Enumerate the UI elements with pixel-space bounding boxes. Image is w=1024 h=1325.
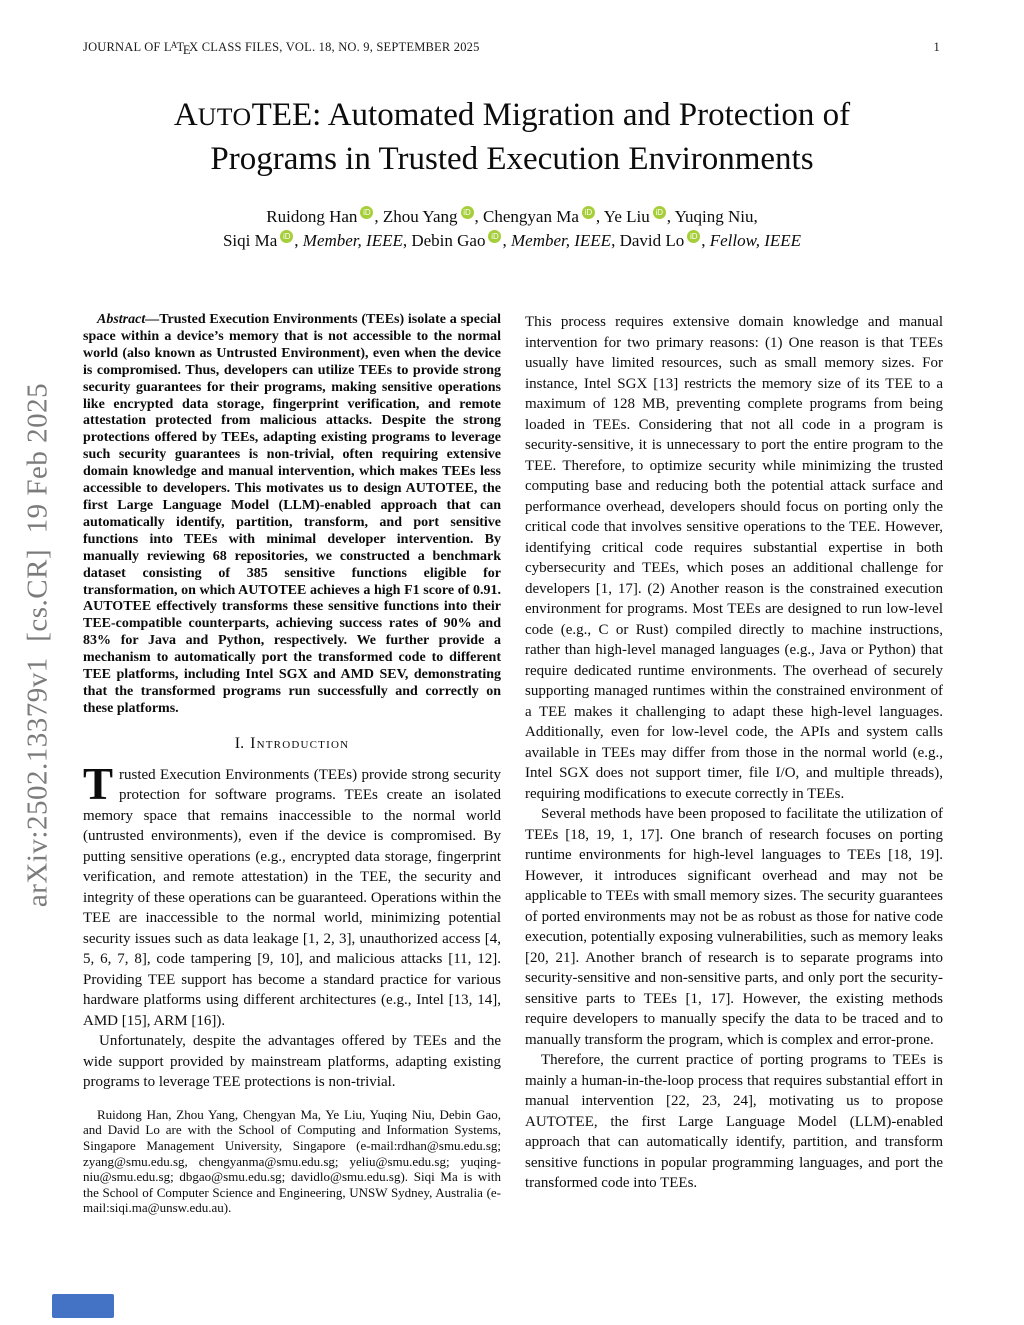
author-line-1 [60, 205, 964, 229]
author-role: Fellow, IEEE [709, 231, 802, 250]
drop-cap: T [83, 758, 114, 809]
paper-title-line-1: AUTOTEE: Automated Migration and Protection of [173, 97, 851, 133]
paper-title-line-2: Programs in Trusted Execution Environments [210, 141, 814, 177]
running-header [83, 40, 940, 58]
orcid-icon[interactable]: iD [461, 206, 474, 219]
intro-paragraph-4: Several methods have been proposed to facilitate the utilization of TEEs [18, 19, 1, 17]. One branch of research focuses on porting runtime environments for high-level languages to TEEs [18, 19]. However, it introduces significant overhead and may not be applicable to TEEs with small memory sizes. The security guarantees of ported environments may not be as robust as those for native code execution, potentially exposing vulnerabilities, such as memory leaks [20, 21]. Another branch of research is to separate programs into security-sensitive and non-sensitive parts, and only port the security-sensitive parts to TEEs [1, 17]. However, the existing methods require developers to manually specify the data to be traced and to manually transform the program, which is complex and error-prone. [525, 806, 943, 1048]
author-name: Siqi Ma [222, 231, 278, 250]
link-annotation-box [52, 1294, 114, 1318]
abstract-label: Abstract— [97, 312, 160, 327]
orcid-icon[interactable]: iD [653, 206, 666, 219]
author-affiliation-footnote: Ruidong Han, Zhou Yang, Chengyan Ma, Ye Liu, Yuqing Niu, Debin Gao, and David Lo are with the School of Computing and Information Systems, Singapore Management University, Singapore (e-mail:rdhan@smu.edu.sg; zyang@smu.edu.sg, chengyanma@smu.edu.sg; yeliu@smu.edu.sg; yuqing-niu@smu.edu.sg; dbgao@smu.edu.sg; davidlo@smu.edu.sg). Siqi Ma is with the School of Computer Science and Engineering, UNSW Sydney, Australia (e-mail:siqi.ma@unsw.edu.au). [83, 1106, 501, 1216]
right-column [525, 312, 943, 1216]
paper-title [60, 94, 964, 181]
orcid-icon[interactable]: iD [360, 206, 373, 219]
section-heading-introduction [83, 735, 501, 753]
author-name: Ruidong Han [266, 207, 358, 226]
latex-logo: $L^ATEX$ [163, 40, 199, 57]
intro-paragraph-2: Unfortunately, despite the advantages offered by TEEs and the wide support provided by mainstream platforms, adapting existing programs to leverage TEE protections is non-trivial. [83, 1033, 501, 1091]
section-number: I. [234, 734, 245, 752]
section-title: Introduction [250, 734, 350, 752]
arxiv-watermark: arXiv:2502.13379v1 [cs.CR] 19 Feb 2025 [21, 382, 54, 908]
orcid-icon[interactable]: iD [582, 206, 595, 219]
author-role: Member, IEEE [302, 231, 403, 250]
journal-header-post: CLASS FILES, VOL. 18, NO. 9, SEPTEMBER 2025 [198, 40, 480, 54]
author-name: , Debin Gao [402, 231, 486, 250]
intro-paragraph-1: Trusted Execution Environments (TEEs) provide strong security protection for software programs. TEEs create an isolated memory space that remains inaccessible to the normal world (untrusted environments), even if the device is compromised. By putting sensitive operations (e.g., encrypted data storage, fingerprint verification, and remote attestation) in the TEE, the security and integrity of these operations can be guaranteed. Operations within the TEE are inaccessible to the normal world, minimizing potential security issues such as data leakage [1, 2, 3], unauthorized access [4, 5, 6, 7, 8], code tampering [9, 10], and malicious attacks [11, 12]. Providing TEE support has become a standard practice for various hardware platforms using different architectures (e.g., Intel [13, 14], AMD [15], ARM [16]). [83, 758, 501, 1029]
author-role: Member, IEEE [510, 231, 612, 250]
intro-paragraph-3: This process requires extensive domain knowledge and manual intervention for two primary reasons: (1) One reason is that TEEs usually have limited resources, such as small memory sizes. For instance, Intel SGX [13] restricts the memory size of its TEE to a maximum of 128 MB, preventing complete programs from being loaded in TEEs. Considering that not all code in a program is security-sensitive, it is unnecessary to port the entire program to the TEE. Therefore, to optimize security while minimizing the trusted computing base and reducing both the potential attack surface and performance overhead, developers should focus on porting only the critical code that involves sensitive operations to the TEE. However, identifying critical code requires substantial expertise in both cybersecurity and TEEs, which poses an additional challenge for developers [1, 17]. (2) Another reason is the constrained execution environment for programs. Most TEEs are designed to run low-level code (e.g., C or Rust) compiled directly to machine instructions, rather than high-level managed languages (e.g., Java or Python) that require dedicated runtime environments. The overhead of securely supporting managed runtimes within the constrained environment of a TEE makes it challenging to adapt these high-level languages. Additionally, even for low-level code, the APIs and system calls available in TEEs may differ from those in the normal world (e.g., Intel SGX does not support timer, file I/O, and multiple threads), requiring modifications to execute correctly in TEEs. [525, 314, 943, 802]
author-name: , Chengyan Ma [474, 207, 579, 226]
two-column-body [83, 312, 943, 1216]
author-line-2: Siqi Ma iD , Member, IEEE, Debin Gao iD , Member, IEEE, David Lo iD , Fellow, IEEE [222, 231, 802, 250]
journal-header-text [83, 40, 480, 58]
author-name: , Zhou Yang [374, 207, 458, 226]
orcid-icon[interactable]: iD [687, 230, 700, 243]
author-list [60, 205, 964, 253]
left-column [83, 312, 501, 1216]
abstract [83, 312, 501, 718]
journal-header-pre: JOURNAL OF [83, 40, 164, 54]
author-name: , Yuqing Niu, [666, 207, 758, 226]
page-number: 1 [933, 40, 940, 54]
author-name: , David Lo [611, 231, 685, 250]
intro-paragraph-5: Therefore, the current practice of porting programs to TEEs is mainly a human-in-the-loop process that requires substantial effort in manual intervention [22, 23, 24], motivating us to propose AUTOTEE, the first Large Language Model (LLM)-enabled approach that can automatically identify, partition, and transform sensitive functions in popular programming languages, and port the transformed code into TEEs. [525, 1052, 943, 1191]
orcid-icon[interactable]: iD [488, 230, 501, 243]
author-name: , Ye Liu [595, 207, 650, 226]
orcid-icon[interactable]: iD [280, 230, 293, 243]
abstract-text: Trusted Execution Environments (TEEs) isolate a special space within a device’s memory that is not accessible to the normal world (also known as Untrusted Environment), even when the device is compromised. Thus, developers can utilize TEEs to provide strong security guarantees for their programs, making sensitive operations like encrypted data storage, fingerprint verification, and remote attestation protected from malicious attacks. Despite the strong protections offered by TEEs, adapting existing programs to leverage such security guarantees is non-trivial, often requiring extensive domain knowledge and manual intervention, which makes TEEs less accessible to developers. This motivates us to design AUTOTEE, the first Large Language Model (LLM)-enabled approach that can automatically identify, partition, transform, and port sensitive functions into TEEs with minimal developer intervention. By manually reviewing 68 repositories, we constructed a benchmark dataset consisting of 385 sensitive functions eligible for transformation, on which AUTOTEE achieves a high F1 score of 0.91. AUTOTEE effectively transforms these sensitive functions into their TEE-compatible counterparts, achieving success rates of 90% and 83% for Java and Python, respectively. We further provide a mechanism to automatically port the transformed code to different TEE platforms, including Intel SGX and AMD SEV, demonstrating that the transformed programs run successfully and correctly on these platforms. [83, 312, 501, 716]
